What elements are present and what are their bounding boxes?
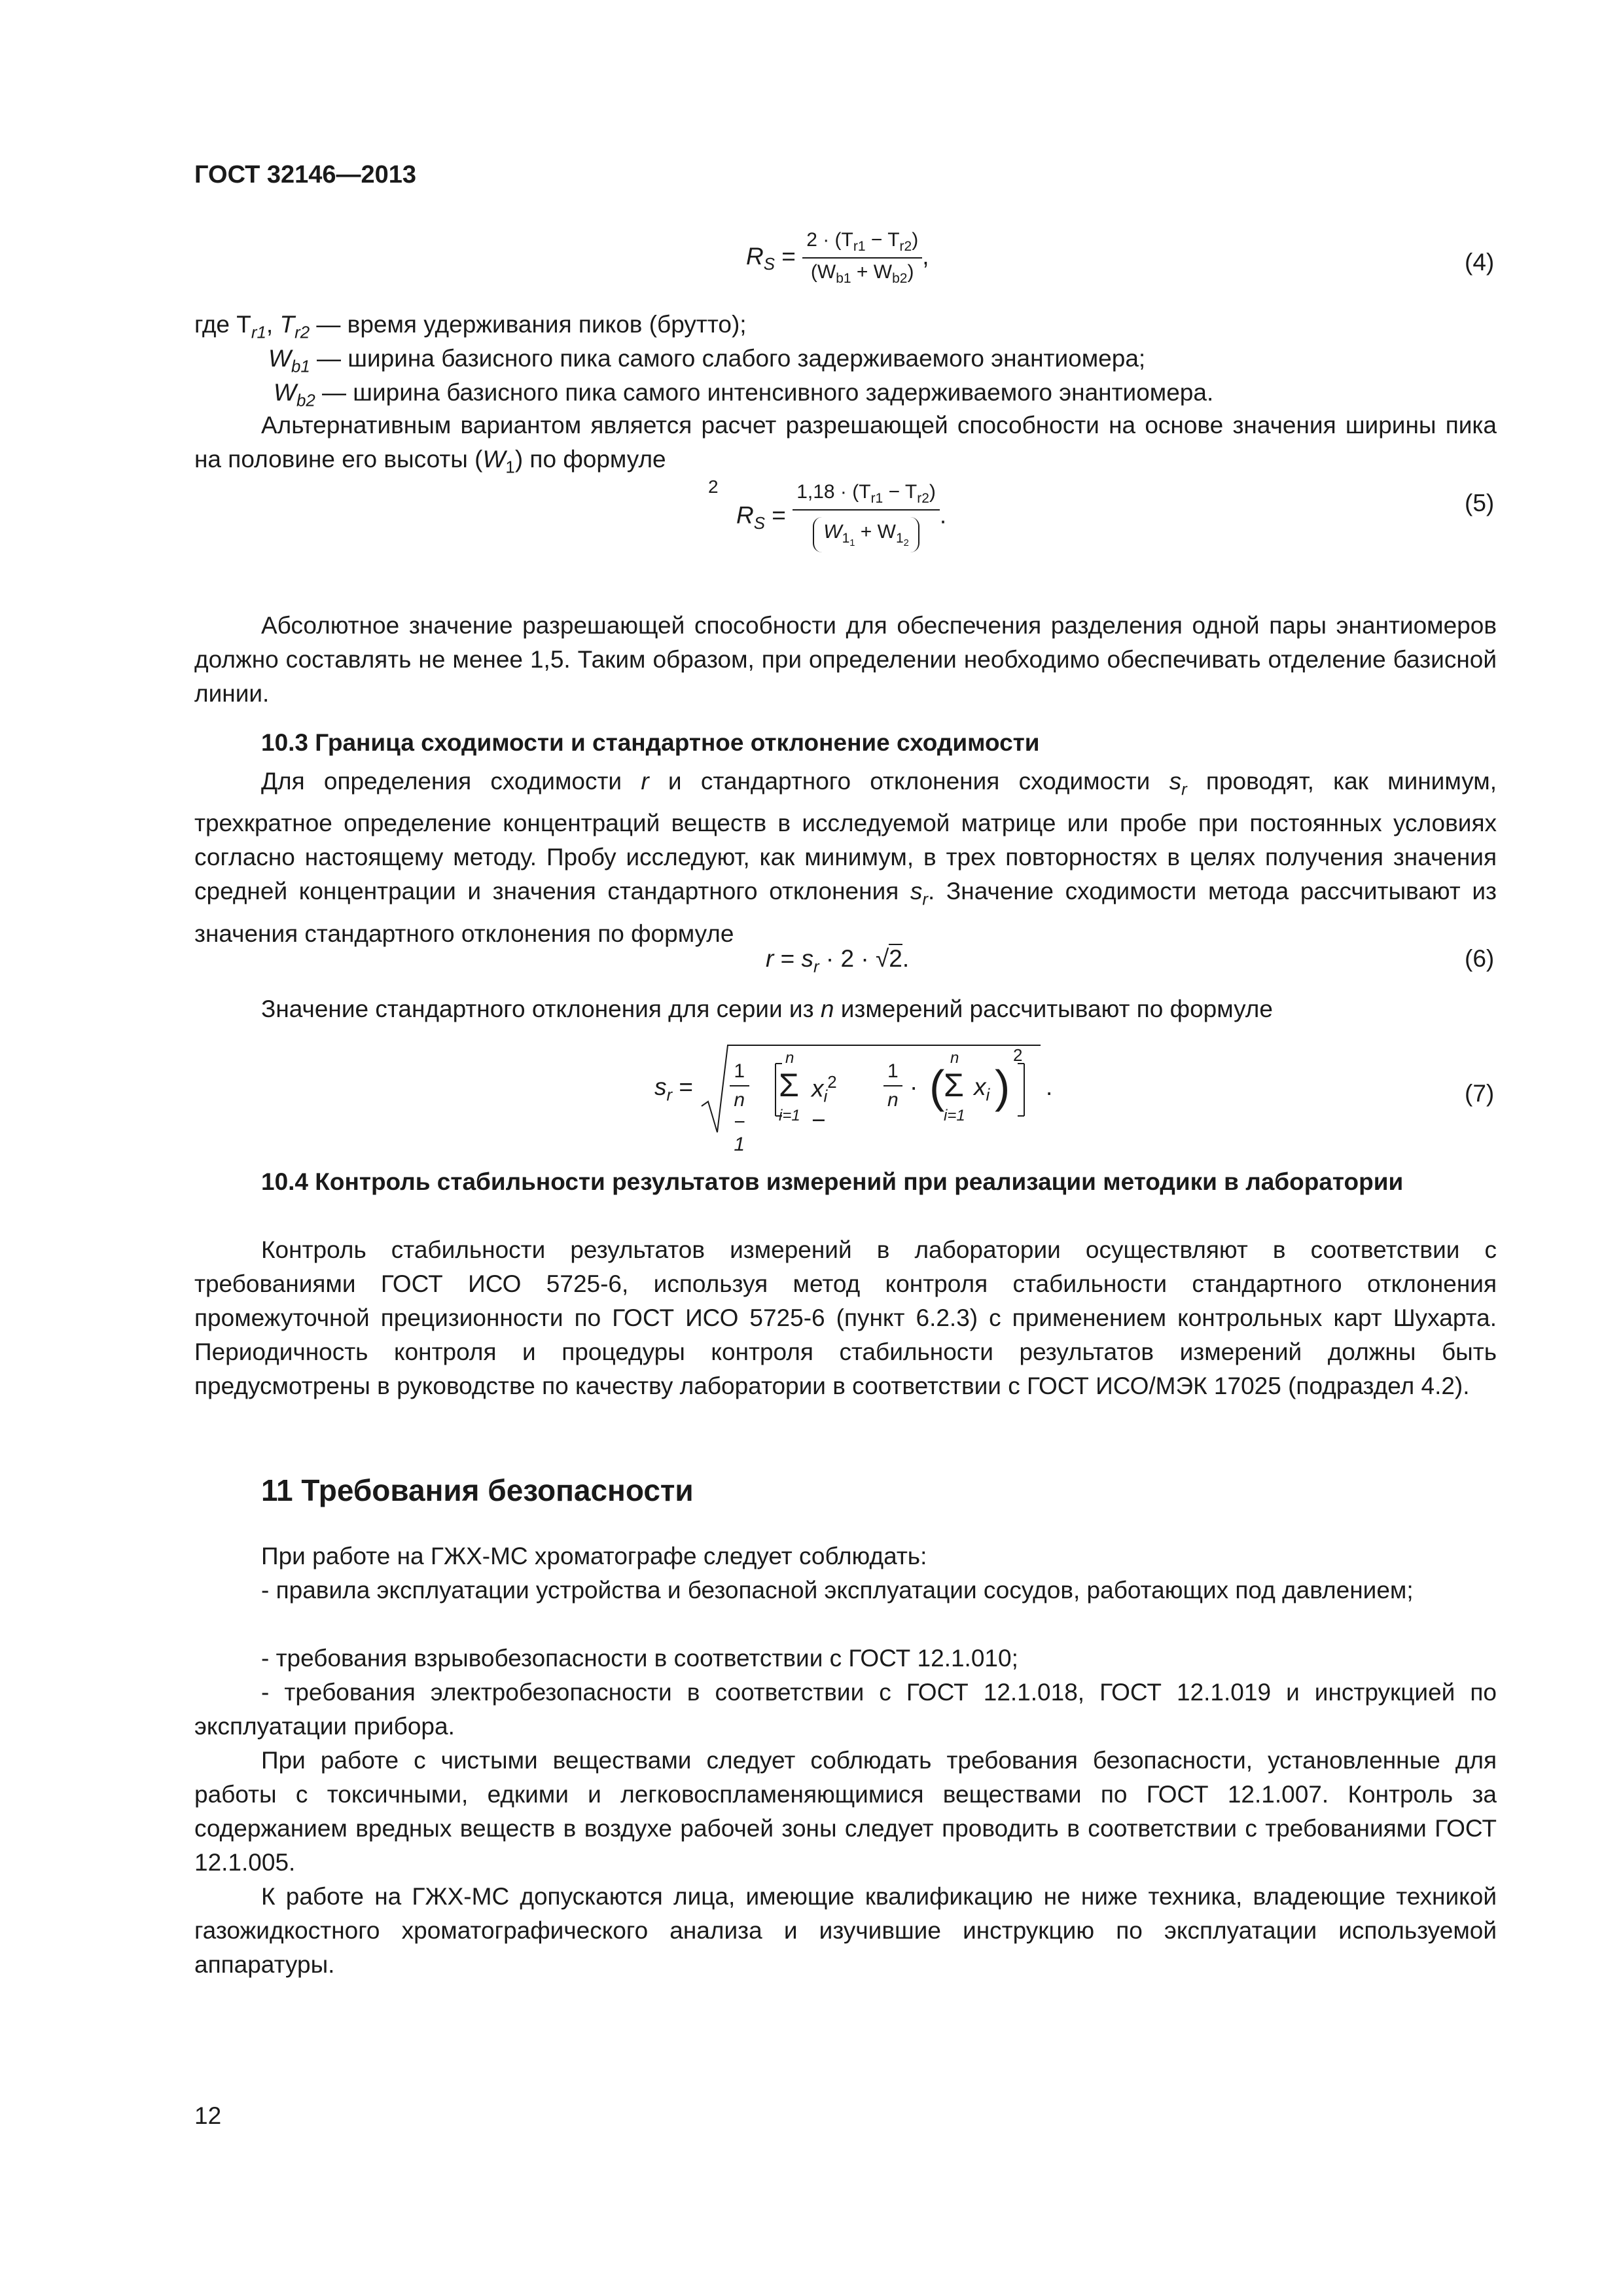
formula-6: $r = s_r \cdot 2 \cdot √2$. <box>766 945 910 977</box>
paragraph-alternative: Альтернативным вариантом является расчет разрешающей способности на основе значения ширины пика на половине его высоты $(W_1)$ по формуле <box>194 412 1497 477</box>
document-page: ГОСТ 32146—2013 $R_S$ = $\frac{2 \cdot (T_{r1} - T_{r2})}{(W_{b1} + W_{b2})}$ , (4) где $Т_{r1}$, $T_{r2}$ — время удерживания пиков (брутто); $W_{b1}$ — ширина базисного пика самого слабого задерживаемого энантиомера; $W_{b2}$ — ширина базисного пика самого интенсивного задерживаемого энантиомера. Альтернативным вариантом является расчет разрешающей способности на основе значения ширины пика на половине его высоты $(W_1)$ по формуле 2 $R_S$ = $\frac{1,18 \cdot (T_{r1} - T_{r2})}{W_{1_1} + W_{1_2}}$ . (5) Абсолютное значение разрешающей способности для обеспечения разделения одной пары энантиомеров должно составлять не менее 1,5. Таким образом, при определении необходимо обеспечивать отделение базисной линии. 10.3 Граница сходимости и стандартное отклонение сходимости Для определения сходимости r и стандартного отклонения сходимости $s_r$ проводят, как минимум, трехкратное определение концентраций веществ в исследуемой матрице или пробе при постоянных условиях согласно настоящему методу. Пробу исследуют, как минимум, в трех повторностях в целях получения значения средней концентрации и значения стандартного отклонения $s_r$. Значение сходимости метода рассчитывают из значения стандартного отклонения по формуле $r = s_r \cdot 2 \cdot √2$. (6) Значение стандартного отклонения для серии из n измерений рассчитывают по формуле $s_r$ = $\frac{1}{n - 1}$ n Σ i=1 $x_i^2$ − $\frac{1}{n}$ · ( n Σ i=1 $x_i$ ) 2 . (7) 10.4 Контроль стабильности результатов измерений при реализации методики в лаборатории Контроль стабильности результатов измерений в лаборатории осуществляют в соответствии с требованиями ГОСТ ИСО 5725-6, используя метод контроля стабильности стандартного отклонения промежуточной прецизионности по ГОСТ ИСО 5725-6 (пункт 6.2.3) с применением контрольных карт Шухарта. Периодичность контроля и процедуры контроля стабильности результатов измерений должны быть предусмотрены в руководстве по качеству лаборатории в соответствии с ГОСТ ИСО/МЭК 17025 (подраздел 4.2). 11 Требования безопасности При работе на ГЖХ-МС хроматографе следует соблюдать: - правила эксплуатации устройства и безопасной эксплуатации сосудов, работающих под давлением; - требования взрывобезопасности в соответствии с ГОСТ 12.1.010; - требования электробезопасности в соответствии с ГОСТ 12.1.018, ГОСТ 12.1.019 и инструкцией по эксплуатации прибора. При работе с чистыми веществами следует соблюдать требования безопасности, установленные для работы с токсичными, едкими и легковоспламеняющимися веществами по ГОСТ 12.1.007. Контроль за содержанием вредных веществ в воздухе рабочей зоны следует проводить в соответствии с требованиями ГОСТ 12.1.005. К работе на ГЖХ-МС допускаются лица, имеющие квалификацию не ниже техника, владеющие техникой газожидкостного хроматографического анализа и изучившие инструкцию по эксплуатации используемой аппаратуры. 12 <box>194 161 1497 2129</box>
where-row-2: $W_{b1}$ — ширина базисного пика самого слабого задерживаемого энантиомера; <box>268 345 1146 376</box>
equation-number-6: (6) <box>1465 945 1495 972</box>
section-10-4-title: 10.4 Контроль стабильности результатов измерений при реализации методики в лаборатории <box>261 1168 1404 1195</box>
equation-number-5: (5) <box>1465 490 1495 516</box>
paragraph-absolute-value: Абсолютное значение разрешающей способности для обеспечения разделения одной пары энантиомеров должно составлять не менее 1,5. Таким образом, при определении необходимо обеспечивать отделение базисной линии. <box>194 612 1497 707</box>
formula-5-mark: 2 <box>708 476 719 497</box>
section-10-3-title: 10.3 Граница сходимости и стандартное отклонение сходимости <box>261 729 1040 756</box>
safety-list-item: - правила эксплуатации устройства и безопасной эксплуатации сосудов, работающих под давлением; <box>261 1577 1414 1604</box>
paragraph-series: Значение стандартного отклонения для серии из n измерений рассчитывают по формуле <box>261 996 1273 1022</box>
paragraph-pure-substances: При работе с чистыми веществами следует соблюдать требования безопасности, установленные для работы с токсичными, едкими и легковоспламеняющимися веществами по ГОСТ 12.1.007. Контроль за содержанием вредных веществ в воздухе рабочей зоны следует проводить в соответствии с требованиями ГОСТ 12.1.005. <box>194 1747 1497 1876</box>
equation-number-7: (7) <box>1465 1080 1495 1107</box>
document-header: ГОСТ 32146—2013 <box>194 161 417 188</box>
where-row-1: где $Т_{r1}$, $T_{r2}$ — время удерживания пиков (брутто); <box>194 311 747 342</box>
safety-list-item: - требования электробезопасности в соответствии с ГОСТ 12.1.018, ГОСТ 12.1.019 и инструкцией по эксплуатации прибора. <box>194 1679 1497 1740</box>
formula-4: $R_S$ = $\frac{2 \cdot (T_{r1} - T_{r2})}{(W_{b1} + W_{b2})}$ , <box>746 229 929 286</box>
section-11-intro: При работе на ГЖХ-МС хроматографе следует соблюдать: <box>261 1543 927 1570</box>
section-11-title: 11 Требования безопасности <box>261 1473 694 1507</box>
page-number: 12 <box>194 2102 222 2129</box>
safety-list-item: - требования взрывобезопасности в соответствии с ГОСТ 12.1.010; <box>261 1645 1018 1672</box>
paragraph-10-3: Для определения сходимости r и стандартного отклонения сходимости $s_r$ проводят, как минимум, трехкратное определение концентраций веществ в исследуемой матрице или пробе при постоянных условиях согласно настоящему методу. Пробу исследуют, как минимум, в трех повторностях в целях получения значения средней концентрации и значения стандартного отклонения $s_r$. Значение сходимости метода рассчитывают из значения стандартного отклонения по формуле <box>194 768 1497 947</box>
equation-number-4: (4) <box>1465 249 1495 276</box>
where-row-3: $W_{b2}$ — ширина базисного пика самого интенсивного задерживаемого энантиомера. <box>274 379 1214 410</box>
paragraph-staff: К работе на ГЖХ-МС допускаются лица, имеющие квалификацию не ниже техника, владеющие техникой газожидкостного хроматографического анализа и изучившие инструкцию по эксплуатации используемой аппаратуры. <box>194 1883 1497 1978</box>
paragraph-10-4: Контроль стабильности результатов измерений в лаборатории осуществляют в соответствии с требованиями ГОСТ ИСО 5725-6, используя метод контроля стабильности стандартного отклонения промежуточной прецизионности по ГОСТ ИСО 5725-6 (пункт 6.2.3) с применением контрольных карт Шухарта. Периодичность контроля и процедуры контроля стабильности результатов измерений должны быть предусмотрены в руководстве по качеству лаборатории в соответствии с ГОСТ ИСО/МЭК 17025 (подраздел 4.2). <box>194 1236 1497 1399</box>
formula-5: $R_S$ = $\frac{1,18 \cdot (T_{r1} - T_{r2})}{W_{1_1} + W_{1_2}}$ . <box>736 481 946 552</box>
